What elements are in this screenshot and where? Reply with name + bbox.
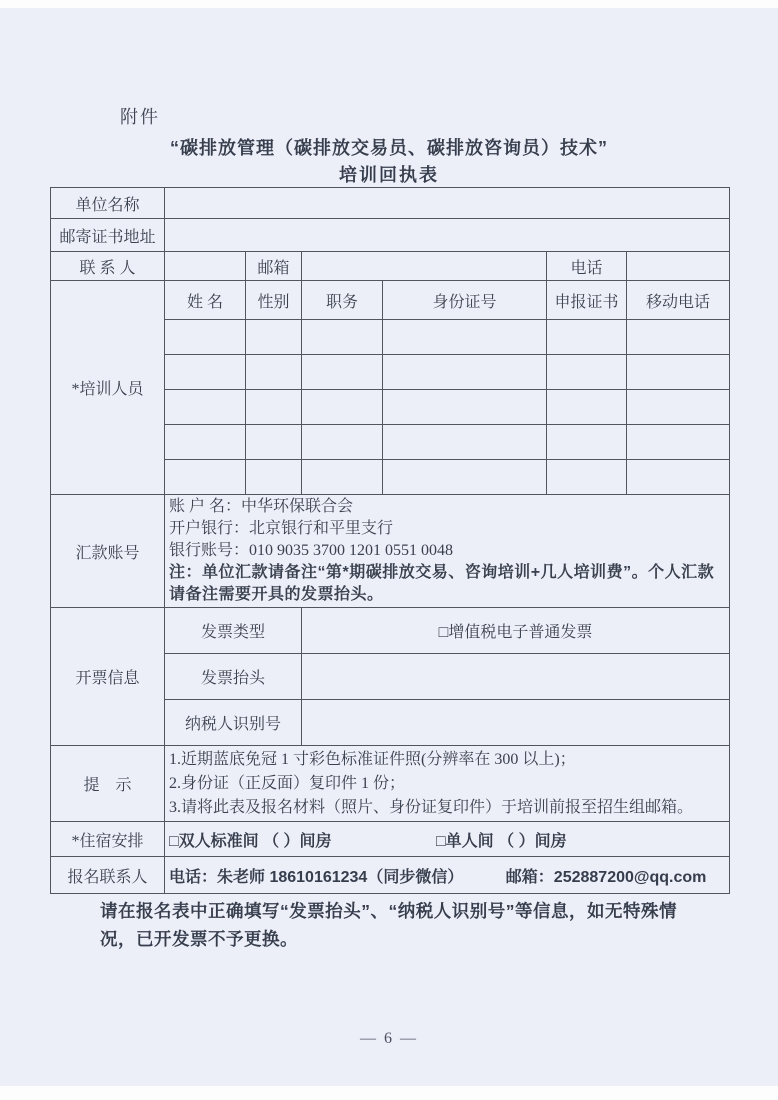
trainee-cell	[302, 320, 383, 355]
taxpayer-id-field	[302, 700, 730, 746]
trainee-cell	[627, 390, 730, 425]
trainee-cell	[246, 320, 302, 355]
trainee-cell	[383, 460, 547, 495]
trainee-cell	[165, 320, 246, 355]
trainee-cell	[627, 355, 730, 390]
trainee-col-mobile: 移动电话	[627, 281, 730, 320]
registration-contact-label: 报名联系人	[51, 857, 165, 894]
attachment-label: 附件	[120, 107, 160, 127]
trainee-cell	[547, 355, 627, 390]
trainee-cell	[246, 355, 302, 390]
mailing-address-label: 邮寄证书地址	[51, 219, 165, 252]
trainee-cell	[165, 460, 246, 495]
accommodation-label: *住宿安排	[51, 822, 165, 857]
trainee-header-row	[51, 281, 730, 320]
trainee-cell	[246, 390, 302, 425]
trainee-cell	[547, 320, 627, 355]
tips-content	[165, 746, 730, 822]
remittance-label: 汇款账号	[51, 495, 165, 608]
contact-email-label: 邮箱	[246, 252, 302, 281]
registration-contact-details	[165, 857, 730, 894]
registration-contact-email: 邮箱：252887200@qq.com	[505, 868, 707, 886]
row-accommodation	[51, 822, 730, 857]
remittance-details	[165, 495, 730, 608]
trainee-cell	[302, 425, 383, 460]
trainee-col-position: 职务	[302, 281, 383, 320]
scanned-page	[0, 8, 778, 1086]
trainee-col-certificate: 申报证书	[547, 281, 627, 320]
trainees-label: *培训人员	[51, 281, 165, 495]
contact-phone-field	[627, 252, 730, 281]
invoice-info-label: 开票信息	[51, 608, 165, 746]
invoice-type-label: 发票类型	[165, 608, 302, 654]
row-unit-name	[51, 188, 730, 219]
trainee-cell	[165, 355, 246, 390]
registration-form-table	[50, 187, 730, 894]
trainee-cell	[246, 460, 302, 495]
contact-email-field	[302, 252, 547, 281]
remittance-bank: 开户银行：北京银行和平里支行	[169, 520, 394, 537]
footer-note: 请在报名表中正确填写“发票抬头”、“纳税人识别号”等信息，如无特殊情况，已开发票不予更换。	[100, 901, 677, 949]
trainee-cell	[246, 425, 302, 460]
accommodation-options	[165, 822, 730, 857]
contact-name-field	[165, 252, 246, 281]
trainee-cell	[627, 320, 730, 355]
tips-label: 提 示	[51, 746, 165, 822]
remittance-account-number: 银行账号：010 9035 3700 1201 0551 0048	[169, 542, 454, 559]
page-number: — 6 —	[360, 1030, 418, 1047]
trainee-cell	[627, 425, 730, 460]
row-mailing-address	[51, 219, 730, 252]
unit-name-label: 单位名称	[51, 188, 165, 219]
trainee-cell	[165, 425, 246, 460]
form-title-line1: “碳排放管理（碳排放交易员、碳排放咨询员）技术”	[170, 138, 608, 158]
row-remittance	[51, 495, 730, 608]
double-room-option: □双人标准间 （ ）间房	[169, 832, 332, 850]
row-registration-contact	[51, 857, 730, 894]
trainee-col-id-number: 身份证号	[383, 281, 547, 320]
invoice-type-value: □增值税电子普通发票	[302, 608, 730, 654]
trainee-col-gender: 性别	[246, 281, 302, 320]
remittance-note: 注：单位汇款请备注“第*期碳排放交易、咨询培训+几人培训费”。个人汇款请备注需要开具的发票抬头。	[169, 564, 715, 603]
trainee-cell	[383, 425, 547, 460]
trainee-cell	[547, 460, 627, 495]
taxpayer-id-label: 纳税人识别号	[165, 700, 302, 746]
trainee-cell	[302, 390, 383, 425]
trainee-cell	[547, 425, 627, 460]
registration-contact-phone: 电话：朱老师 18610161234（同步微信）	[169, 868, 464, 886]
trainee-cell	[165, 390, 246, 425]
single-room-option: □单人间 （ ）间房	[436, 832, 567, 850]
trainee-col-name: 姓 名	[165, 281, 246, 320]
invoice-title-label: 发票抬头	[165, 654, 302, 700]
unit-name-field	[165, 188, 730, 219]
trainee-cell	[383, 320, 547, 355]
contact-label: 联 系 人	[51, 252, 165, 281]
row-contact	[51, 252, 730, 281]
tip-item-2: 2.身份证（正反面）复印件 1 份；	[169, 774, 406, 792]
row-tips	[51, 746, 730, 822]
row-invoice-type	[51, 608, 730, 654]
trainee-cell	[302, 355, 383, 390]
trainee-cell	[383, 355, 547, 390]
remittance-account-name: 账 户 名：中华环保联合会	[169, 498, 354, 515]
trainee-cell	[302, 460, 383, 495]
trainee-cell	[383, 390, 547, 425]
trainee-cell	[627, 460, 730, 495]
tip-item-1: 1.近期蓝底免冠 1 寸彩色标准证件照(分辨率在 300 以上)；	[169, 750, 576, 768]
mailing-address-field	[165, 219, 730, 252]
contact-phone-label: 电话	[547, 252, 627, 281]
form-title-line2: 培训回执表	[339, 165, 439, 185]
invoice-title-field	[302, 654, 730, 700]
tip-item-3: 3.请将此表及报名材料（照片、身份证复印件）于培训前报至招生组邮箱。	[169, 798, 694, 816]
trainee-cell	[547, 390, 627, 425]
